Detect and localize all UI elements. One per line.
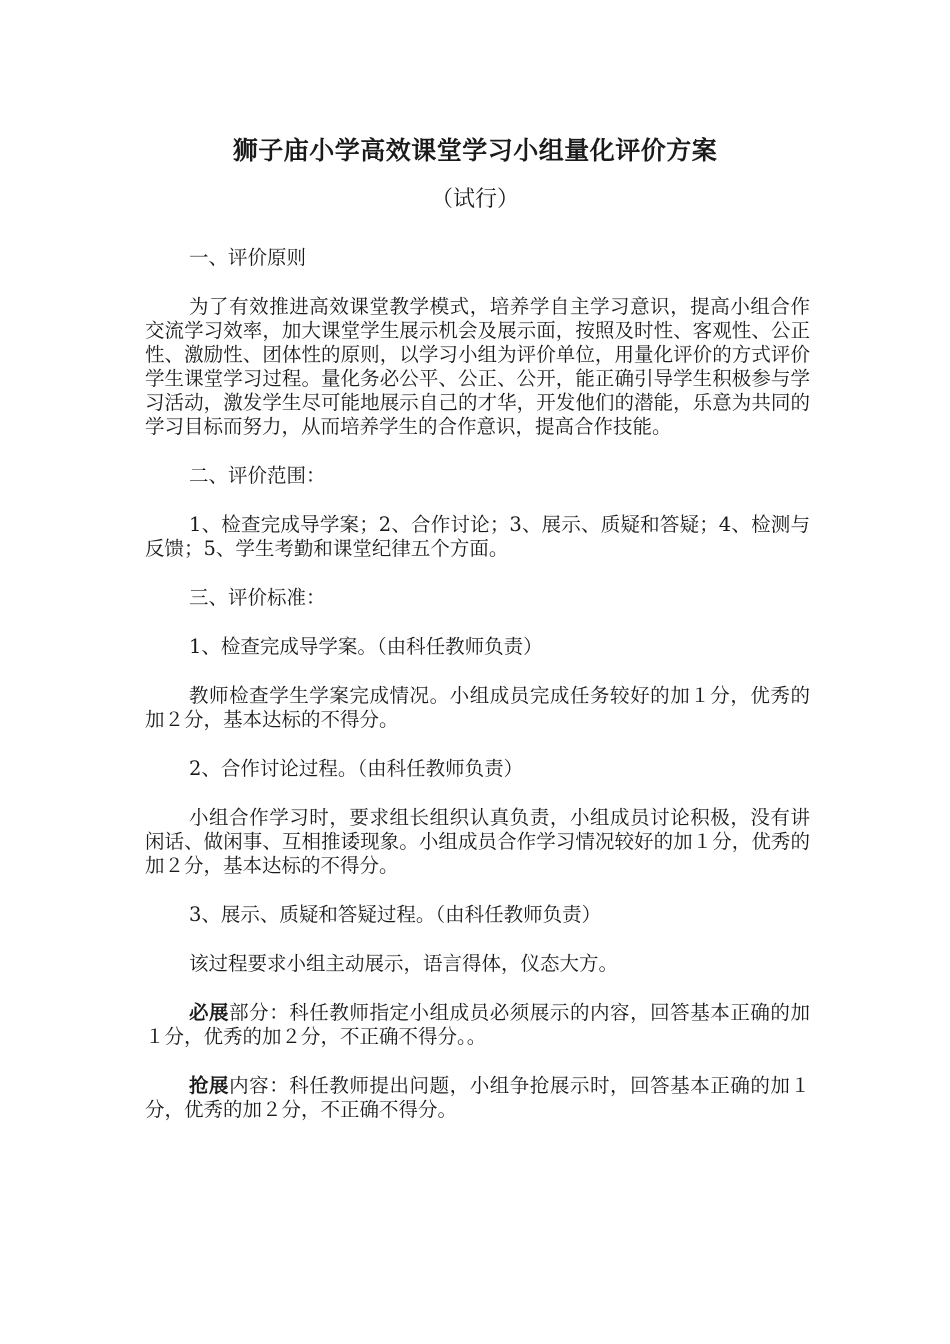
item-heading-discussion: 2、合作讨论过程。（由科任教师负责） <box>189 757 524 780</box>
item-body-guide-check: 教师检查学生学案完成情况。小组成员完成任务较好的加１分，优秀的加２分，基本达标的不得分。 <box>145 684 810 731</box>
section-heading-principles: 一、评价原则 <box>189 246 307 269</box>
item-heading-guide-check: 1、检查完成导学案。（由科任教师负责） <box>189 635 543 658</box>
term-competitive: 抢展 <box>189 1074 230 1097</box>
term-mandatory: 必展 <box>189 1001 230 1024</box>
paragraph-competitive-presentation <box>145 1074 810 1122</box>
item-heading-presentation: 3、展示、质疑和答疑过程。（由科任教师负责） <box>189 903 602 926</box>
document-body <box>145 246 810 1147</box>
document-title: 狮子庙小学高效课堂学习小组量化评价方案 <box>232 136 718 165</box>
paragraph-mandatory-presentation <box>145 1001 810 1049</box>
text-mandatory: 部分：科任教师指定小组成员必须展示的内容，回答基本正确的加１分，优秀的加２分，不正确不得分。。 <box>145 1001 810 1048</box>
item-body-discussion: 小组合作学习时，要求组长组织认真负责，小组成员讨论积极，没有讲闲话、做闲事、互相推诿现象。小组成员合作学习情况较好的加１分，优秀的加２分，基本达标的不得分。 <box>145 806 810 877</box>
document-subtitle: （试行） <box>430 187 519 212</box>
section-body-principles: 为了有效推进高效课堂教学模式，培养学自主学习意识，提高小组合作交流学习效率，加大课堂学生展示机会及展示面，按照及时性、客观性、公正性、激励性、团体性的原则，以学习小组为评价单位，用量化评价的方式评价学生课堂学习过程。量化务必公平、公正、公开，能正确引导学生积极参与学习活动，激发学生尽可能地展示自己的才华，开发他们的潜能，乐意为共同的学习目标而努力，从而培养学生的合作意识，提高合作技能。 <box>145 295 810 438</box>
item-body-presentation: 该过程要求小组主动展示，语言得体，仪态大方。 <box>189 952 619 975</box>
section-body-scope: 1、检查完成导学案；2、合作讨论；3、展示、质疑和答疑；4、检测与反馈；5、学生考勤和课堂纪律五个方面。 <box>145 513 810 560</box>
text-competitive: 内容：科任教师提出问题，小组争抢展示时，回答基本正确的加１分，优秀的加２分，不正确不得分。 <box>145 1074 810 1121</box>
section-heading-scope: 二、评价范围： <box>189 464 326 487</box>
section-heading-standards: 三、评价标准： <box>189 586 326 609</box>
